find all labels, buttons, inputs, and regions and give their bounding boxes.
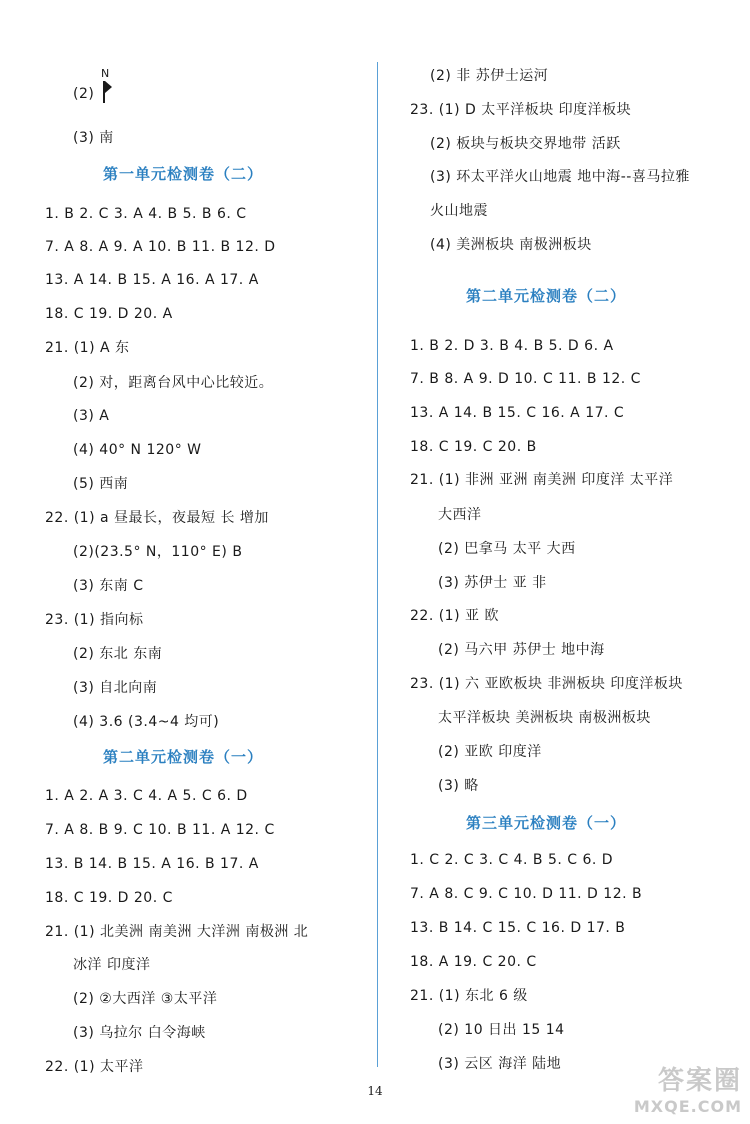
- answer-line: 7. A 8. A 9. A 10. B 11. B 12. D: [45, 239, 276, 255]
- answer-line: 7. B 8. A 9. D 10. C 11. B 12. C: [410, 371, 641, 387]
- answer-line: 1. B 2. C 3. A 4. B 5. B 6. C: [45, 206, 247, 222]
- answer-line: (2) 巴拿马 太平 大西: [438, 541, 576, 557]
- answer-line: (3) A: [73, 408, 110, 424]
- answer-line: (3) 云区 海洋 陆地: [438, 1056, 562, 1072]
- answer-line: (2)(23.5° N，110° E) B: [73, 544, 243, 560]
- answer-line: (4) 美洲板块 南极洲板块: [430, 237, 592, 253]
- answer-line: 1. B 2. D 3. B 4. B 5. D 6. A: [410, 338, 614, 354]
- answer-line: 18. C 19. D 20. A: [45, 306, 173, 322]
- answer-line: 18. C 19. C 20. B: [410, 439, 537, 455]
- answer-line: 冰洋 印度洋: [73, 957, 151, 973]
- answer-line: (3) 南: [73, 130, 114, 146]
- answer-line: (5) 西南: [73, 476, 129, 492]
- section-heading: 第一单元检测卷（二）: [103, 165, 264, 183]
- answer-line: (2) 板块与板块交界地带 活跃: [430, 136, 621, 152]
- answer-line: (3) 环太平洋火山地震 地中海--喜马拉雅: [430, 169, 690, 185]
- answer-line: 18. A 19. C 20. C: [410, 954, 537, 970]
- answer-line: 18. C 19. D 20. C: [45, 890, 173, 906]
- answer-line: 21. (1) 东北 6 级: [410, 988, 528, 1004]
- answer-line: (3) 略: [438, 778, 479, 794]
- answer-line: 1. A 2. A 3. C 4. A 5. C 6. D: [45, 788, 248, 804]
- section-heading: 第二单元检测卷（一）: [103, 748, 264, 766]
- answer-line: (2) 马六甲 苏伊士 地中海: [438, 642, 605, 658]
- section-heading: 第二单元检测卷（二）: [466, 287, 627, 305]
- answer-line: 13. B 14. C 15. C 16. D 17. B: [410, 920, 626, 936]
- answer-line: 22. (1) a 昼最长，夜最短 长 增加: [45, 510, 269, 526]
- answer-line: 23. (1) D 太平洋板块 印度洋板块: [410, 102, 632, 118]
- section-heading: 第三单元检测卷（一）: [466, 814, 627, 832]
- answer-line: (4) 3.6 (3.4~4 均可): [73, 714, 220, 730]
- answer-line: (3) 东南 C: [73, 578, 144, 594]
- answer-line: 21. (1) A 东: [45, 340, 130, 356]
- answer-line: (2) 亚欧 印度洋: [438, 744, 542, 760]
- answer-line: (3) 苏伊士 亚 非: [438, 575, 547, 591]
- column-divider: [377, 62, 378, 1067]
- watermark-url: MXQE.COM: [633, 1097, 742, 1116]
- answer-line: (2) 10 日出 15 14: [438, 1022, 565, 1038]
- answer-line: 大西洋: [438, 507, 482, 523]
- compass-icon: [100, 68, 114, 104]
- compass-north-label: N: [101, 67, 110, 80]
- answer-line: 21. (1) 非洲 亚洲 南美洲 印度洋 太平洋: [410, 472, 674, 488]
- answer-line: 13. A 14. B 15. A 16. A 17. A: [45, 272, 259, 288]
- answer-line: 火山地震: [430, 203, 488, 219]
- answer-line: 7. A 8. B 9. C 10. B 11. A 12. C: [45, 822, 275, 838]
- answer-line: (3) 乌拉尔 白令海峡: [73, 1025, 206, 1041]
- answer-line: 22. (1) 亚 欧: [410, 608, 499, 624]
- answer-line: 23. (1) 指向标: [45, 612, 144, 628]
- answer-line: 1. C 2. C 3. C 4. B 5. C 6. D: [410, 852, 614, 868]
- answer-line: 太平洋板块 美洲板块 南极洲板块: [438, 710, 651, 726]
- answer-line: (3) 自北向南: [73, 680, 158, 696]
- answer-line: 7. A 8. C 9. C 10. D 11. D 12. B: [410, 886, 643, 902]
- answer-line: 22. (1) 太平洋: [45, 1059, 144, 1075]
- page-number: 14: [367, 1084, 383, 1098]
- answer-line: (2) 对，距离台风中心比较近。: [73, 375, 274, 391]
- answer-line: (2) 非 苏伊士运河: [430, 68, 549, 84]
- answer-line: (4) 40° N 120° W: [73, 442, 202, 458]
- watermark: [634, 1060, 742, 1116]
- answer-line: 21. (1) 北美洲 南美洲 大洋洲 南极洲 北: [45, 924, 309, 940]
- answer-line: 13. B 14. B 15. A 16. B 17. A: [45, 856, 259, 872]
- answer-line: (2) ②大西洋 ③太平洋: [73, 991, 218, 1007]
- watermark-logo: 答案圈: [657, 1066, 742, 1096]
- answer-line: 23. (1) 六 亚欧板块 非洲板块 印度洋板块: [410, 676, 683, 692]
- answer-line: 13. A 14. B 15. C 16. A 17. C: [410, 405, 625, 421]
- answer-line: (2) 东北 东南: [73, 646, 163, 662]
- answer-line: (2): [73, 86, 95, 102]
